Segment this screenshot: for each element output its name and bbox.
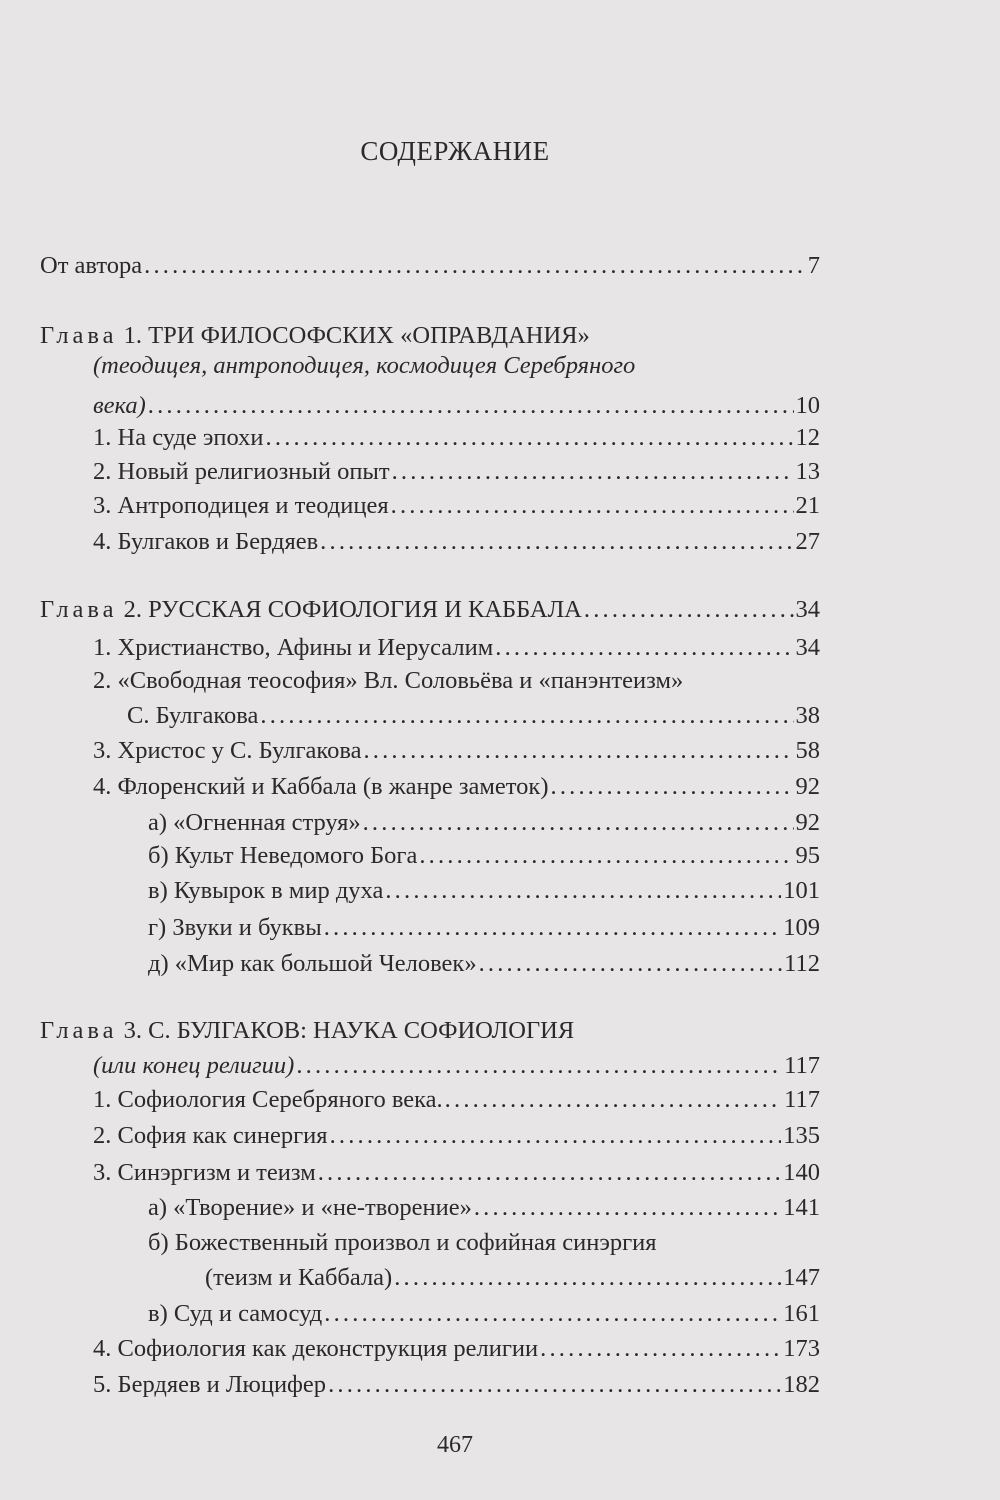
entry-page: 21: [795, 492, 820, 519]
entry-text: [93, 528, 318, 556]
toc-entry: [93, 1086, 820, 1118]
entry-page: 92: [795, 809, 820, 836]
entry-title: 2. София как синергия: [93, 1122, 328, 1149]
entry-text: [93, 1086, 443, 1114]
entry-title: 5. Бердяев и Люцифер: [93, 1371, 327, 1398]
entry-text: [93, 352, 635, 380]
chapter-label: Глава: [40, 322, 118, 349]
entry-text: [148, 1229, 657, 1257]
toc-entry: [93, 424, 820, 456]
entry-title: века): [93, 392, 146, 419]
entry-page: 7: [807, 252, 820, 279]
entry-page: 10: [795, 392, 820, 419]
dot-leader: [320, 528, 793, 556]
entry-text: [93, 492, 389, 520]
entry-text: [93, 424, 264, 452]
entry-page: 101: [783, 877, 820, 904]
entry-title: 3. Христос у С. Булгакова: [93, 737, 362, 764]
dot-leader: [445, 1086, 782, 1114]
toc-entry: [93, 1122, 820, 1154]
entry-title: 2. РУССКАЯ СОФИОЛОГИЯ И КАББАЛА: [117, 596, 582, 623]
chapter-label: Глава: [40, 596, 118, 623]
entry-text: [93, 458, 390, 486]
entry-title: в) Кувырок в мир духа: [148, 877, 384, 904]
toc-entry: [93, 773, 820, 805]
entry-page: 141: [783, 1194, 820, 1221]
entry-title: а) «Огненная струя»: [148, 809, 361, 836]
entry-title: (теодицея, антроподицея, космодицея Серебряного: [93, 352, 636, 379]
entry-page: 117: [784, 1086, 820, 1113]
toc-entry: [93, 1159, 820, 1191]
dot-leader: [330, 1122, 782, 1150]
entry-title: От автора: [40, 252, 143, 279]
entry-page: 27: [795, 528, 820, 555]
dot-leader: [144, 252, 806, 280]
entry-title: 3. Синэргизм и теизм: [93, 1159, 316, 1186]
toc-entry: [148, 1194, 820, 1226]
page-title: СОДЕРЖАНИЕ: [360, 136, 550, 166]
dot-leader: [474, 1194, 781, 1222]
entry-title: 3. С. БУЛГАКОВ: НАУКА СОФИОЛОГИЯ: [117, 1017, 575, 1044]
entry-page: 58: [795, 737, 820, 764]
entry-text: [148, 842, 417, 870]
entry-title: г) Звуки и буквы: [148, 914, 322, 941]
entry-title: 1. На суде эпохи: [93, 424, 264, 451]
entry-text: [40, 252, 142, 280]
entry-text: [148, 1194, 472, 1222]
entry-text: [93, 773, 549, 801]
dot-leader: [324, 1300, 781, 1328]
dot-leader: [324, 914, 782, 942]
dot-leader: [419, 842, 793, 870]
toc-entry: [148, 877, 820, 909]
entry-title: 4. Софиология как деконструкция религии: [93, 1335, 539, 1362]
entry-text: [148, 809, 361, 837]
entry-title: в) Суд и самосуд: [148, 1300, 323, 1327]
dot-leader: [394, 1264, 781, 1292]
dot-leader: [318, 1159, 782, 1187]
entry-title: д) «Мир как большой Человек»: [148, 950, 477, 977]
entry-text: [148, 950, 477, 978]
entry-page: 182: [783, 1371, 820, 1398]
entry-title: 1. ТРИ ФИЛОСОФСКИХ «ОПРАВДАНИЯ»: [117, 322, 590, 349]
entry-text: [93, 1159, 316, 1187]
dot-leader: [266, 424, 794, 452]
entry-text: [93, 634, 493, 662]
entry-page: 34: [795, 634, 820, 661]
dot-leader: [385, 877, 781, 905]
chapter-entry: [40, 322, 1000, 354]
toc-entry: [205, 1264, 820, 1296]
entry-page: 117: [784, 1052, 820, 1079]
toc-entry: [93, 458, 820, 490]
entry-page: 161: [783, 1300, 820, 1327]
entry-text: [40, 1017, 574, 1045]
dot-leader: [391, 492, 794, 520]
entry-text: [93, 1052, 294, 1080]
toc-entry: [93, 392, 820, 424]
page-number: 467: [437, 1432, 473, 1458]
toc-entry: [148, 1300, 820, 1332]
entry-title: 1. Христианство, Афины и Иерусалим: [93, 634, 494, 661]
entry-page: 109: [783, 914, 820, 941]
entry-page: 147: [783, 1264, 820, 1291]
entry-text: [93, 1371, 326, 1399]
entry-page: 173: [783, 1335, 820, 1362]
entry-title: а) «Творение» и «не-творение»: [148, 1194, 472, 1221]
entry-title: 1. Софиология Серебряного века.: [93, 1086, 443, 1113]
entry-title: б) Культ Неведомого Бога: [148, 842, 418, 869]
dot-leader: [584, 596, 794, 624]
entry-page: 135: [783, 1122, 820, 1149]
chapter-entry: [40, 596, 820, 628]
toc-entry: [148, 842, 820, 874]
toc-entry: [40, 252, 820, 284]
entry-text: [127, 702, 258, 730]
dot-leader: [148, 392, 794, 420]
entry-text: [93, 1335, 538, 1363]
entry-page: 12: [795, 424, 820, 451]
dot-leader: [296, 1052, 782, 1080]
dot-leader: [328, 1371, 781, 1399]
toc-entry: [93, 352, 1000, 384]
entry-page: 95: [795, 842, 820, 869]
toc-entry: [93, 667, 1000, 699]
entry-title: 3. Антроподицея и теодицея: [93, 492, 389, 519]
chapter-label: Глава: [40, 1017, 118, 1044]
entry-page: 92: [795, 773, 820, 800]
entry-title: (или конец религии): [93, 1052, 295, 1079]
dot-leader: [540, 1335, 781, 1363]
entry-title: 2. «Свободная теософия» Вл. Соловьёва и «панэнтеизм»: [93, 667, 684, 694]
entry-page: 140: [783, 1159, 820, 1186]
entry-text: [93, 392, 146, 420]
dot-leader: [479, 950, 783, 978]
toc-entry: [93, 492, 820, 524]
chapter-entry: [40, 1017, 1000, 1049]
toc-entry: [148, 914, 820, 946]
entry-title: С. Булгакова: [127, 702, 259, 729]
entry-text: [40, 596, 582, 624]
entry-title: 4. Флоренский и Каббала (в жанре заметок): [93, 773, 549, 800]
dot-leader: [260, 702, 793, 730]
entry-text: [205, 1264, 392, 1292]
entry-page: 38: [795, 702, 820, 729]
dot-leader: [363, 737, 793, 765]
toc-entry: [93, 1371, 820, 1403]
entry-page: 13: [795, 458, 820, 485]
toc-entry: [93, 634, 820, 666]
entry-title: (теизм и Каббала): [205, 1264, 393, 1291]
dot-leader: [551, 773, 794, 801]
entry-title: 2. Новый религиозный опыт: [93, 458, 390, 485]
entry-text: [93, 1122, 328, 1150]
toc-entry: [93, 528, 820, 560]
entry-page: 112: [784, 950, 820, 977]
entry-text: [40, 322, 590, 350]
entry-page: 34: [795, 596, 820, 623]
toc-entry: [148, 809, 820, 841]
entry-text: [93, 667, 683, 695]
entry-text: [148, 1300, 322, 1328]
toc-entry: [93, 1335, 820, 1367]
toc-entry: [148, 1229, 1000, 1261]
toc-entry: [93, 737, 820, 769]
entry-title: б) Божественный произвол и софийная синэргия: [148, 1229, 657, 1256]
dot-leader: [363, 809, 794, 837]
entry-text: [148, 914, 322, 942]
toc-entry: [148, 950, 820, 982]
entry-text: [148, 877, 383, 905]
dot-leader: [392, 458, 794, 486]
dot-leader: [495, 634, 793, 662]
toc-entry: [93, 1052, 820, 1084]
entry-text: [93, 737, 361, 765]
entry-title: 4. Булгаков и Бердяев: [93, 528, 319, 555]
toc-entry: [127, 702, 820, 734]
